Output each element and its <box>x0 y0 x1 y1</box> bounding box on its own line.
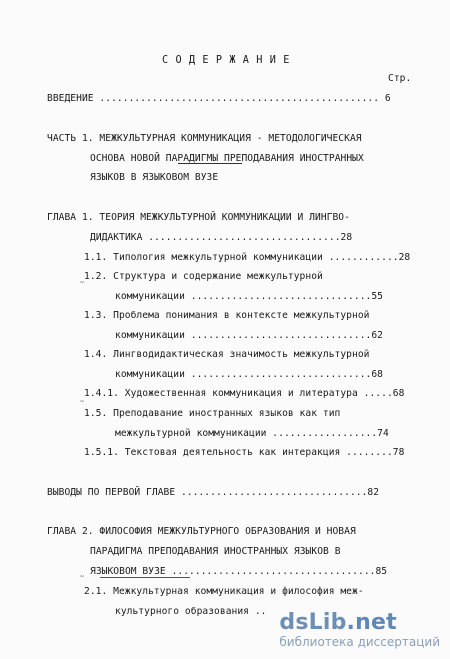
toc-entry-1-2-line-2: коммуникации ...............................55 <box>115 291 383 302</box>
pencil-mark: ˜ <box>79 400 86 411</box>
toc-entry-1-4-line-1: 1.4. Лингводидактическая значимость межкультурной <box>84 349 370 360</box>
toc-chapter-2-line-2: ПАРАДИГМА ПРЕПОДАВАНИЯ ИНОСТРАННЫХ ЯЗЫКОВ В <box>90 546 341 557</box>
watermark-logo-suffix: .net <box>346 610 397 635</box>
toc-chapter-1-line-2: ДИДАКТИКА .................................28 <box>90 232 353 243</box>
toc-entry-1-5-line-1: 1.5. Преподавание иностранных языков как тип <box>84 408 341 419</box>
toc-entry-introduction: ВВЕДЕНИЕ ................................................ 6 <box>47 93 391 104</box>
toc-entry-1-1: 1.1. Типология межкультурной коммуникации ............28 <box>84 252 411 263</box>
toc-entry-1-2-line-1: 1.2. Структура и содержание межкультурной <box>84 271 323 282</box>
watermark-logo <box>279 611 440 635</box>
watermark-subtitle: библиотека диссертаций <box>279 635 440 649</box>
toc-title: С О Д Е Р Ж А Н И Е <box>162 55 290 66</box>
toc-entry-1-5-line-2: межкультурной коммуникации ..................74 <box>115 428 389 439</box>
pencil-underline <box>178 163 242 164</box>
page-column-label: Стр. <box>388 73 412 84</box>
toc-chapter-2-line-1: ГЛАВА 2. ФИЛОСОФИЯ МЕЖКУЛЬТУРНОГО ОБРАЗОВАНИЯ И НОВАЯ <box>47 526 356 537</box>
toc-part-1-line-3: ЯЗЫКОВ В ЯЗЫКОВОМ ВУЗЕ <box>90 172 219 183</box>
toc-entry-2-1-line-1: 2.1. Межкультурная коммуникация и философия меж- <box>84 586 364 597</box>
pencil-underline <box>100 577 190 578</box>
toc-part-1-line-1: ЧАСТЬ 1. МЕЖКУЛЬТУРНАЯ КОММУНИКАЦИЯ - МЕТОДОЛОГИЧЕСКАЯ <box>47 133 362 144</box>
toc-entry-2-1-line-2: культурного образования .. <box>115 606 267 617</box>
dslib-watermark <box>279 611 440 649</box>
toc-entry-1-3-line-2: коммуникации ...............................62 <box>115 330 383 341</box>
toc-entry-1-4-1: 1.4.1. Художественная коммуникация и литература .....68 <box>84 388 405 399</box>
toc-chapter-2-line-3: ЯЗЫКОВОМ ВУЗЕ ...................................85 <box>90 566 388 577</box>
pencil-mark: ˜ <box>79 281 86 292</box>
watermark-logo-main: dsLib <box>279 610 347 635</box>
toc-part-1-line-2: ОСНОВА НОВОЙ ПАРАДИГМЫ ПРЕПОДАВАНИЯ ИНОСТРАННЫХ <box>90 153 364 164</box>
toc-entry-conclusions: ВЫВОДЫ ПО ПЕРВОЙ ГЛАВЕ ................................82 <box>47 487 380 498</box>
toc-entry-1-4-line-2: коммуникации ...............................68 <box>115 369 383 380</box>
toc-entry-1-5-1: 1.5.1. Текстовая деятельность как интеракция ........78 <box>84 447 405 458</box>
pencil-mark: ˜ <box>79 575 86 586</box>
toc-chapter-1-line-1: ГЛАВА 1. ТЕОРИЯ МЕЖКУЛЬТУРНОЙ КОММУНИКАЦИИ И ЛИНГВО- <box>47 212 350 223</box>
toc-entry-1-3-line-1: 1.3. Проблема понимания в контексте межкультурной <box>84 310 370 321</box>
